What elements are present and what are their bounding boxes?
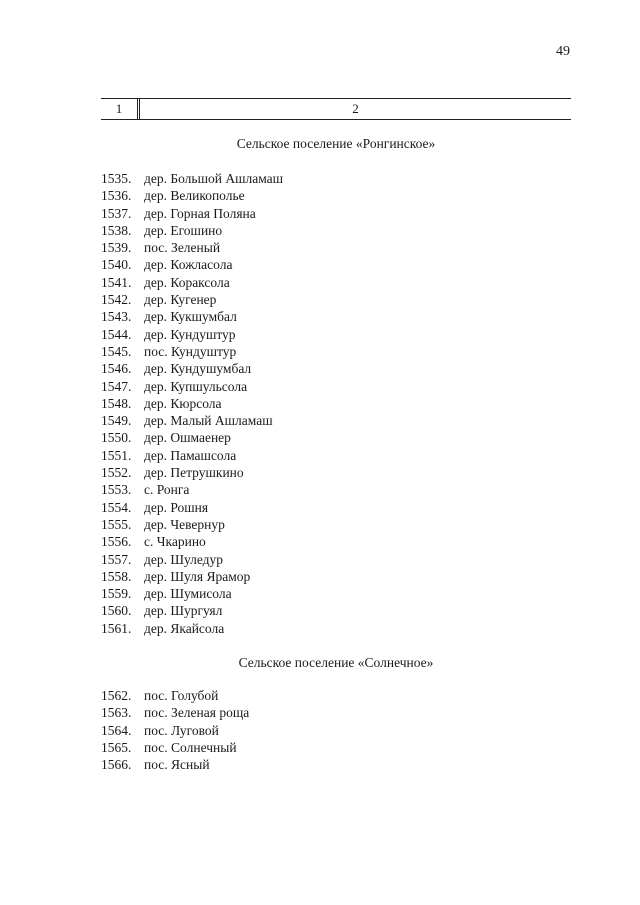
- entry-name: дер. Якайсола: [144, 620, 225, 636]
- list-item: [101, 551, 283, 568]
- list-item: [101, 602, 283, 619]
- entry-number: 1558.: [101, 568, 132, 584]
- page-number: 49: [556, 44, 570, 59]
- entry-name: дер. Горная Поляна: [144, 205, 256, 221]
- entry-name: пос. Луговой: [144, 722, 219, 738]
- entry-number: 1548.: [101, 395, 132, 411]
- list-item: [101, 722, 249, 739]
- list-item: [101, 187, 283, 204]
- entry-number: 1537.: [101, 205, 132, 221]
- entry-name: дер. Рошня: [144, 499, 209, 515]
- entry-number: 1563.: [101, 705, 132, 721]
- list-item: [101, 256, 283, 273]
- entry-number: 1560.: [101, 603, 132, 619]
- entry-name: дер. Ошмаенер: [144, 430, 231, 446]
- list-item: [101, 170, 283, 187]
- list-item: [101, 395, 283, 412]
- entry-name: дер. Кюрсола: [144, 395, 222, 411]
- entry-name: дер. Шумисола: [144, 586, 232, 602]
- entry-name: дер. Памашсола: [144, 447, 237, 463]
- list-item: [101, 481, 283, 498]
- list-item: [101, 412, 283, 429]
- entry-number: 1564.: [101, 722, 132, 738]
- entry-number: 1540.: [101, 257, 132, 273]
- entry-name: дер. Кожласола: [144, 257, 233, 273]
- list-item: [101, 756, 249, 773]
- entry-name: дер. Кундушумбал: [144, 361, 252, 377]
- list-item: [101, 308, 283, 325]
- entry-number: 1562.: [101, 688, 132, 703]
- entry-list-solnechnoe: [101, 687, 249, 773]
- entry-name: дер. Кукшумбал: [144, 309, 237, 325]
- entry-name: дер. Шуледур: [144, 551, 224, 567]
- entry-name: дер. Кораксола: [144, 274, 230, 290]
- section-title-solnechnoe: Сельское поселение «Солнечное»: [238, 655, 434, 670]
- entry-number: 1545.: [101, 343, 132, 359]
- entry-number: 1542.: [101, 292, 132, 308]
- entry-name: пос. Кундуштур: [144, 343, 237, 359]
- list-item: [101, 343, 283, 360]
- list-item: [101, 568, 283, 585]
- entry-name: дер. Егошино: [144, 222, 223, 238]
- table-header-col1: 1: [115, 101, 123, 116]
- list-item: [101, 274, 283, 291]
- entry-number: 1565.: [101, 739, 132, 755]
- entry-name: дер. Шургуял: [144, 603, 223, 619]
- list-item: [101, 360, 283, 377]
- list-item: [101, 516, 283, 533]
- list-item: [101, 378, 283, 395]
- entry-name: дер. Шуля Ярамор: [144, 568, 251, 584]
- entry-number: 1555.: [101, 516, 132, 532]
- list-item: [101, 205, 283, 222]
- entry-number: 1552.: [101, 465, 132, 481]
- entry-number: 1549.: [101, 413, 132, 429]
- entry-number: 1556.: [101, 534, 132, 550]
- entry-number: 1538.: [101, 222, 132, 238]
- entry-number: 1546.: [101, 361, 132, 377]
- entry-name: пос. Ясный: [144, 757, 210, 773]
- list-item: [101, 687, 249, 704]
- entry-name: дер. Большой Ашламаш: [144, 171, 284, 186]
- list-item: [101, 239, 283, 256]
- entry-name: дер. Великополье: [144, 188, 245, 204]
- entry-number: 1561.: [101, 620, 132, 636]
- entry-number: 1541.: [101, 274, 132, 290]
- entry-number: 1543.: [101, 309, 132, 325]
- entry-number: 1554.: [101, 499, 132, 515]
- entry-number: 1559.: [101, 586, 132, 602]
- entry-name: пос. Зеленый: [144, 240, 221, 256]
- entry-number: 1553.: [101, 482, 132, 498]
- entry-name: с. Чкарино: [144, 534, 206, 550]
- list-item: [101, 585, 283, 602]
- entry-name: пос. Голубой: [144, 688, 219, 703]
- entry-number: 1544.: [101, 326, 132, 342]
- list-item: [101, 222, 283, 239]
- list-item: [101, 447, 283, 464]
- list-item: [101, 499, 283, 516]
- entry-number: 1535.: [101, 171, 132, 186]
- list-item: [101, 326, 283, 343]
- entry-number: 1566.: [101, 757, 132, 773]
- entry-name: пос. Солнечный: [144, 739, 237, 755]
- entry-name: пос. Зеленая роща: [144, 705, 250, 721]
- entry-number: 1551.: [101, 447, 132, 463]
- entry-name: дер. Кугенер: [144, 292, 217, 308]
- entry-name: дер. Малый Ашламаш: [144, 413, 273, 429]
- section-title-ronginskoe: Сельское поселение «Ронгинское»: [236, 136, 436, 151]
- list-item: [101, 533, 283, 550]
- entry-name: дер. Кундуштур: [144, 326, 236, 342]
- entry-name: с. Ронга: [144, 482, 190, 498]
- table-header: [101, 98, 571, 120]
- entry-name: дер. Чевернур: [144, 516, 225, 532]
- list-item: [101, 291, 283, 308]
- entry-name: дер. Петрушкино: [144, 465, 244, 481]
- entry-number: 1536.: [101, 188, 132, 204]
- entry-list-ronginskoe: [101, 170, 283, 637]
- entry-number: 1539.: [101, 240, 132, 256]
- list-item: [101, 429, 283, 446]
- list-item: [101, 464, 283, 481]
- entry-number: 1550.: [101, 430, 132, 446]
- table-header-col2: 2: [352, 101, 359, 116]
- list-item: [101, 739, 249, 756]
- entry-number: 1557.: [101, 551, 132, 567]
- entry-number: 1547.: [101, 378, 132, 394]
- entry-name: дер. Купшульсола: [144, 378, 248, 394]
- list-item: [101, 620, 283, 637]
- list-item: [101, 704, 249, 721]
